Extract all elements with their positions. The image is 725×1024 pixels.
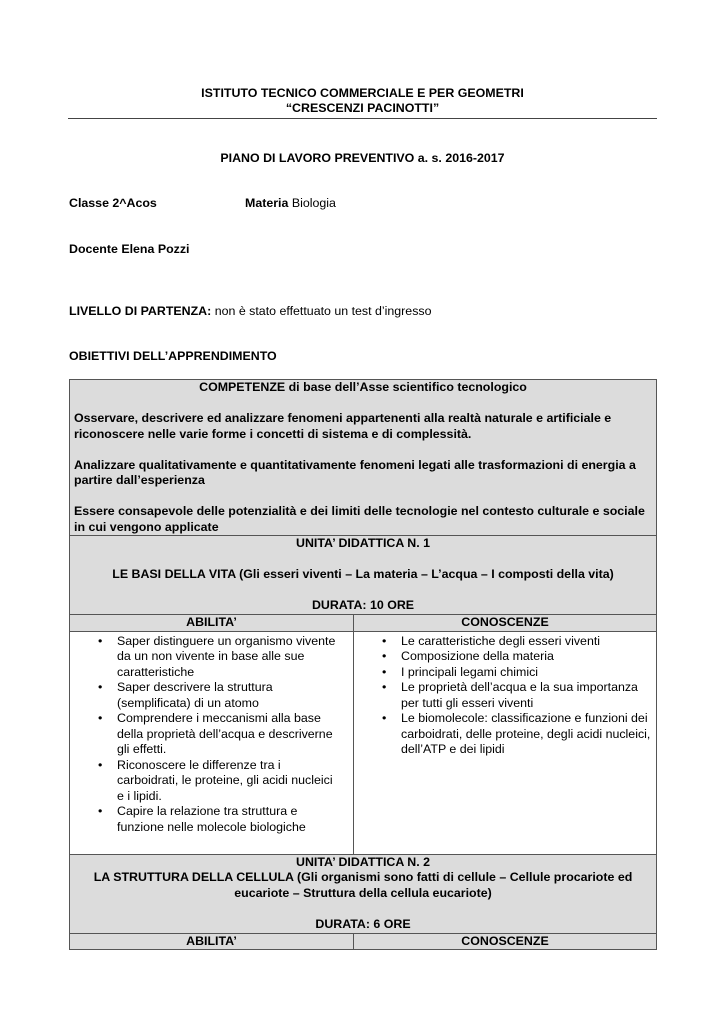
unit1-heading: UNITA’ DIDATTICA N. 1 — [296, 536, 431, 550]
classe-label: Classe 2^Acos — [69, 196, 157, 210]
list-item: • Comprendere i meccanismi alla base della proprietà dell’acqua e descriverne gli effetti. — [74, 711, 339, 758]
list-item: • I principali legami chimici — [358, 665, 652, 681]
conoscenze-list — [358, 634, 652, 758]
unit2-conoscenze-header: CONOSCENZE — [354, 933, 657, 950]
materia-value: Biologia — [291, 196, 336, 210]
unit1-title: LE BASI DELLA VITA (Gli esseri viventi – La materia – L’acqua – I composti della vita) — [112, 567, 614, 581]
plan-title: PIANO DI LAVORO PREVENTIVO a. s. 2016-2017 — [220, 151, 505, 165]
competenza-item: Osservare, descrivere ed analizzare fenomeni appartenenti alla realtà naturale e artificiale e riconoscere nelle varie forme i concetti di sistema e di complessità. — [74, 411, 612, 441]
list-item: • Saper descrivere la struttura (semplificata) di un atomo — [74, 680, 339, 711]
unit2-heading: UNITA’ DIDATTICA N. 2 — [296, 854, 431, 869]
unit2-columns-row — [70, 933, 657, 950]
abilita-list — [74, 634, 339, 836]
learning-objectives-table — [69, 379, 657, 950]
unit1-columns-row — [70, 615, 657, 632]
unit2-abilita-header: ABILITA’ — [70, 933, 354, 950]
unit2-duration: DURATA: 6 ORE — [315, 916, 411, 931]
unit1-abilita-header: ABILITA’ — [70, 615, 354, 632]
competenza-item: Essere consapevole delle potenzialità e dei limiti delle tecnologie nel contesto culturale e sociale in cui vengono applicate — [74, 504, 645, 534]
list-item: • Capire la relazione tra struttura e funzione nelle molecole biologiche — [74, 804, 339, 835]
list-item: • Saper distinguere un organismo vivente da un non vivente in base alle sue caratteristiche — [74, 634, 339, 681]
unit1-conoscenze-cell — [354, 631, 657, 854]
list-item: • Le caratteristiche degli esseri viventi — [358, 634, 652, 650]
unit2-header-cell — [70, 854, 657, 933]
list-item: • Composizione della materia — [358, 649, 652, 665]
competenza-item: Analizzare qualitativamente e quantitativamente fenomeni legati alle trasformazioni di energia a partire dall’esperienza — [74, 457, 636, 487]
list-item: • Le biomolecole: classificazione e funzioni dei carboidrati, delle proteine, degli acidi nucleici, dell’ATP e dei lipidi — [358, 711, 652, 758]
unit1-header-row — [70, 536, 657, 615]
docente-label: Docente Elena Pozzi — [69, 242, 190, 256]
livello-di-partenza — [69, 304, 431, 318]
unit1-duration: DURATA: 10 ORE — [311, 598, 415, 612]
list-item: • Le proprietà dell’acqua e la sua importanza per tutti gli esseri viventi — [358, 680, 652, 711]
livello-label: LIVELLO DI PARTENZA: — [69, 304, 212, 318]
competenze-cell — [70, 380, 657, 536]
materia-field — [245, 196, 336, 210]
institute-line-2: “CRESCENZI PACINOTTI” — [285, 101, 440, 115]
unit1-content-row — [70, 631, 657, 854]
competenze-title: COMPETENZE di base dell’Asse scientifico tecnologico — [199, 380, 527, 394]
header-divider — [68, 118, 657, 119]
unit1-header-cell — [70, 536, 657, 615]
unit2-title: LA STRUTTURA DELLA CELLULA (Gli organismi sono fatti di cellule – Cellule procariote ed eucariote – Struttura della cellula eucariote) — [93, 870, 633, 900]
obiettivi-heading: OBIETTIVI DELL’APPRENDIMENTO — [69, 349, 277, 363]
unit1-abilita-cell — [70, 631, 354, 854]
institute-name — [68, 86, 657, 116]
list-item: • Riconoscere le differenze tra i carboidrati, le proteine, gli acidi nucleici e i lipidi. — [74, 758, 339, 805]
competenze-row — [70, 380, 657, 536]
materia-label: Materia — [245, 196, 289, 210]
unit1-conoscenze-header: CONOSCENZE — [354, 615, 657, 632]
unit2-header-row — [70, 854, 657, 933]
institute-line-1: ISTITUTO TECNICO COMMERCIALE E PER GEOMETRI — [201, 86, 524, 100]
livello-value: non è stato effettuato un test d’ingresso — [214, 304, 432, 318]
